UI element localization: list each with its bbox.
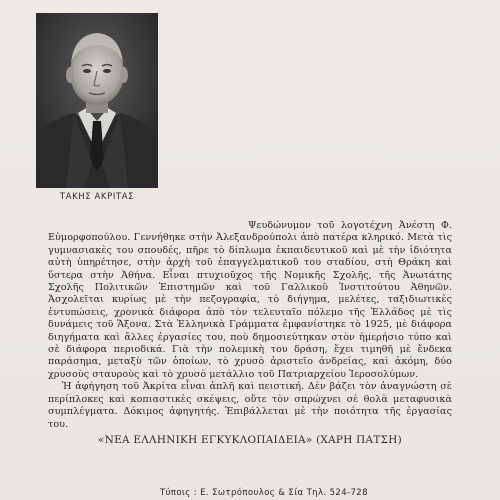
biography-paragraph-2: Ἡ ἀφήγηση τοῦ Ἀκρίτα εἶναι ἁπλῆ καὶ πειστική. Δὲν βάζει τὸν ἀναγνώστη σὲ περίπλοκες καὶ κοπιαστικὲς σκέψεις, οὔτε τὸν σπρώχνει σὲ θολὰ μεταφυσικὰ συμπλέγματα. Δόκιμος ἀφηγητής. Ἐπιβάλλεται μὲ τὴν ποιότητα τῆς ἐργασίας του. xyxy=(48,381,452,430)
printer-footer: Τύποις : Ε. Σωτρόπουλος & Σία Τηλ. 524-728 xyxy=(160,488,368,498)
source-reference: «ΝΕΑ ΕΛΛΗΝΙΚΗ ΕΓΚΥΚΛΟΠΑΙΔΕΙΑ» (ΧΑΡΗ ΠΑΤΣΗ) xyxy=(98,434,402,446)
biography-paragraph-1: Ψευδώνυμον τοῦ λογοτέχνη Ἀνέστη Φ. Εὐμορφοπούλου. Γεννήθηκε στὴν Ἀλεξανδρούπολι ἀπὸ πατέρα κληρικό. Μετὰ τὶς γυμνασιακὲς του σπουδές, πῆρε τὸ δίπλωμα ἐκπαιδευτικοῦ καὶ μὲ τὴν ἰδιότητα αὐτὴ ὑπηρέτησε, στὴν ἀρχὴ τοῦ ἐπαγγελματικοῦ του σταδίου, στὴ Θράκη καὶ ὕστερα στὴν Ἀθήνα. Εἶναι πτυχιοῦχος τῆς Νομικῆς Σχολῆς, τῆς Ἀνωτάτης Σχολῆς Πολιτικῶν Ἐπιστημῶν καὶ τοῦ Γαλλικοῦ Ἰνστιτούτου Ἀθηνῶν. Ἀσχολεῖται κυρίως μὲ τὴν πεζογραφία, τὸ διήγημα, μελέτες, ταξιδιωτικὲς ἐντυπώσεις, χρονικὰ διάφορα ἀπὸ τὸν τελευταῖο πόλεμο τῆς Ἑλλάδος μὲ τὶς δυνάμεις τοῦ Ἄξονα. Στὰ Ἑλληνικὰ Γράμματα ἐμφανίστηκε τὸ 1925, μὲ διάφορα διηγήματα καὶ ἄλλες ἐργασίες του, ποὺ δημοσιεύτηκαν στὸν ἡμερήσιο τύπο καὶ σὲ διάφορα περιοδικά. Γιὰ τὴν πολεμικὴ του δράση, ἔχει τιμηθῆ μὲ ἕνδεκα παράσημα, μεταξὺ τῶν ὁποίων, τὸ χρυσὸ ἀριστεῖο ἀνδρείας, καὶ ἀκόμη, δύο χρυσοὺς σταυροὺς καὶ τὸ χρυσὸ μετάλλιο τοῦ Πατριαρχείου Ἱεροσολύμων. xyxy=(48,220,452,380)
portrait-image xyxy=(36,13,158,188)
portrait-caption: ΤΑΚΗΣ ΑΚΡΙΤΑΣ xyxy=(59,192,135,202)
biography-text xyxy=(48,220,452,431)
portrait-photo xyxy=(36,13,158,188)
